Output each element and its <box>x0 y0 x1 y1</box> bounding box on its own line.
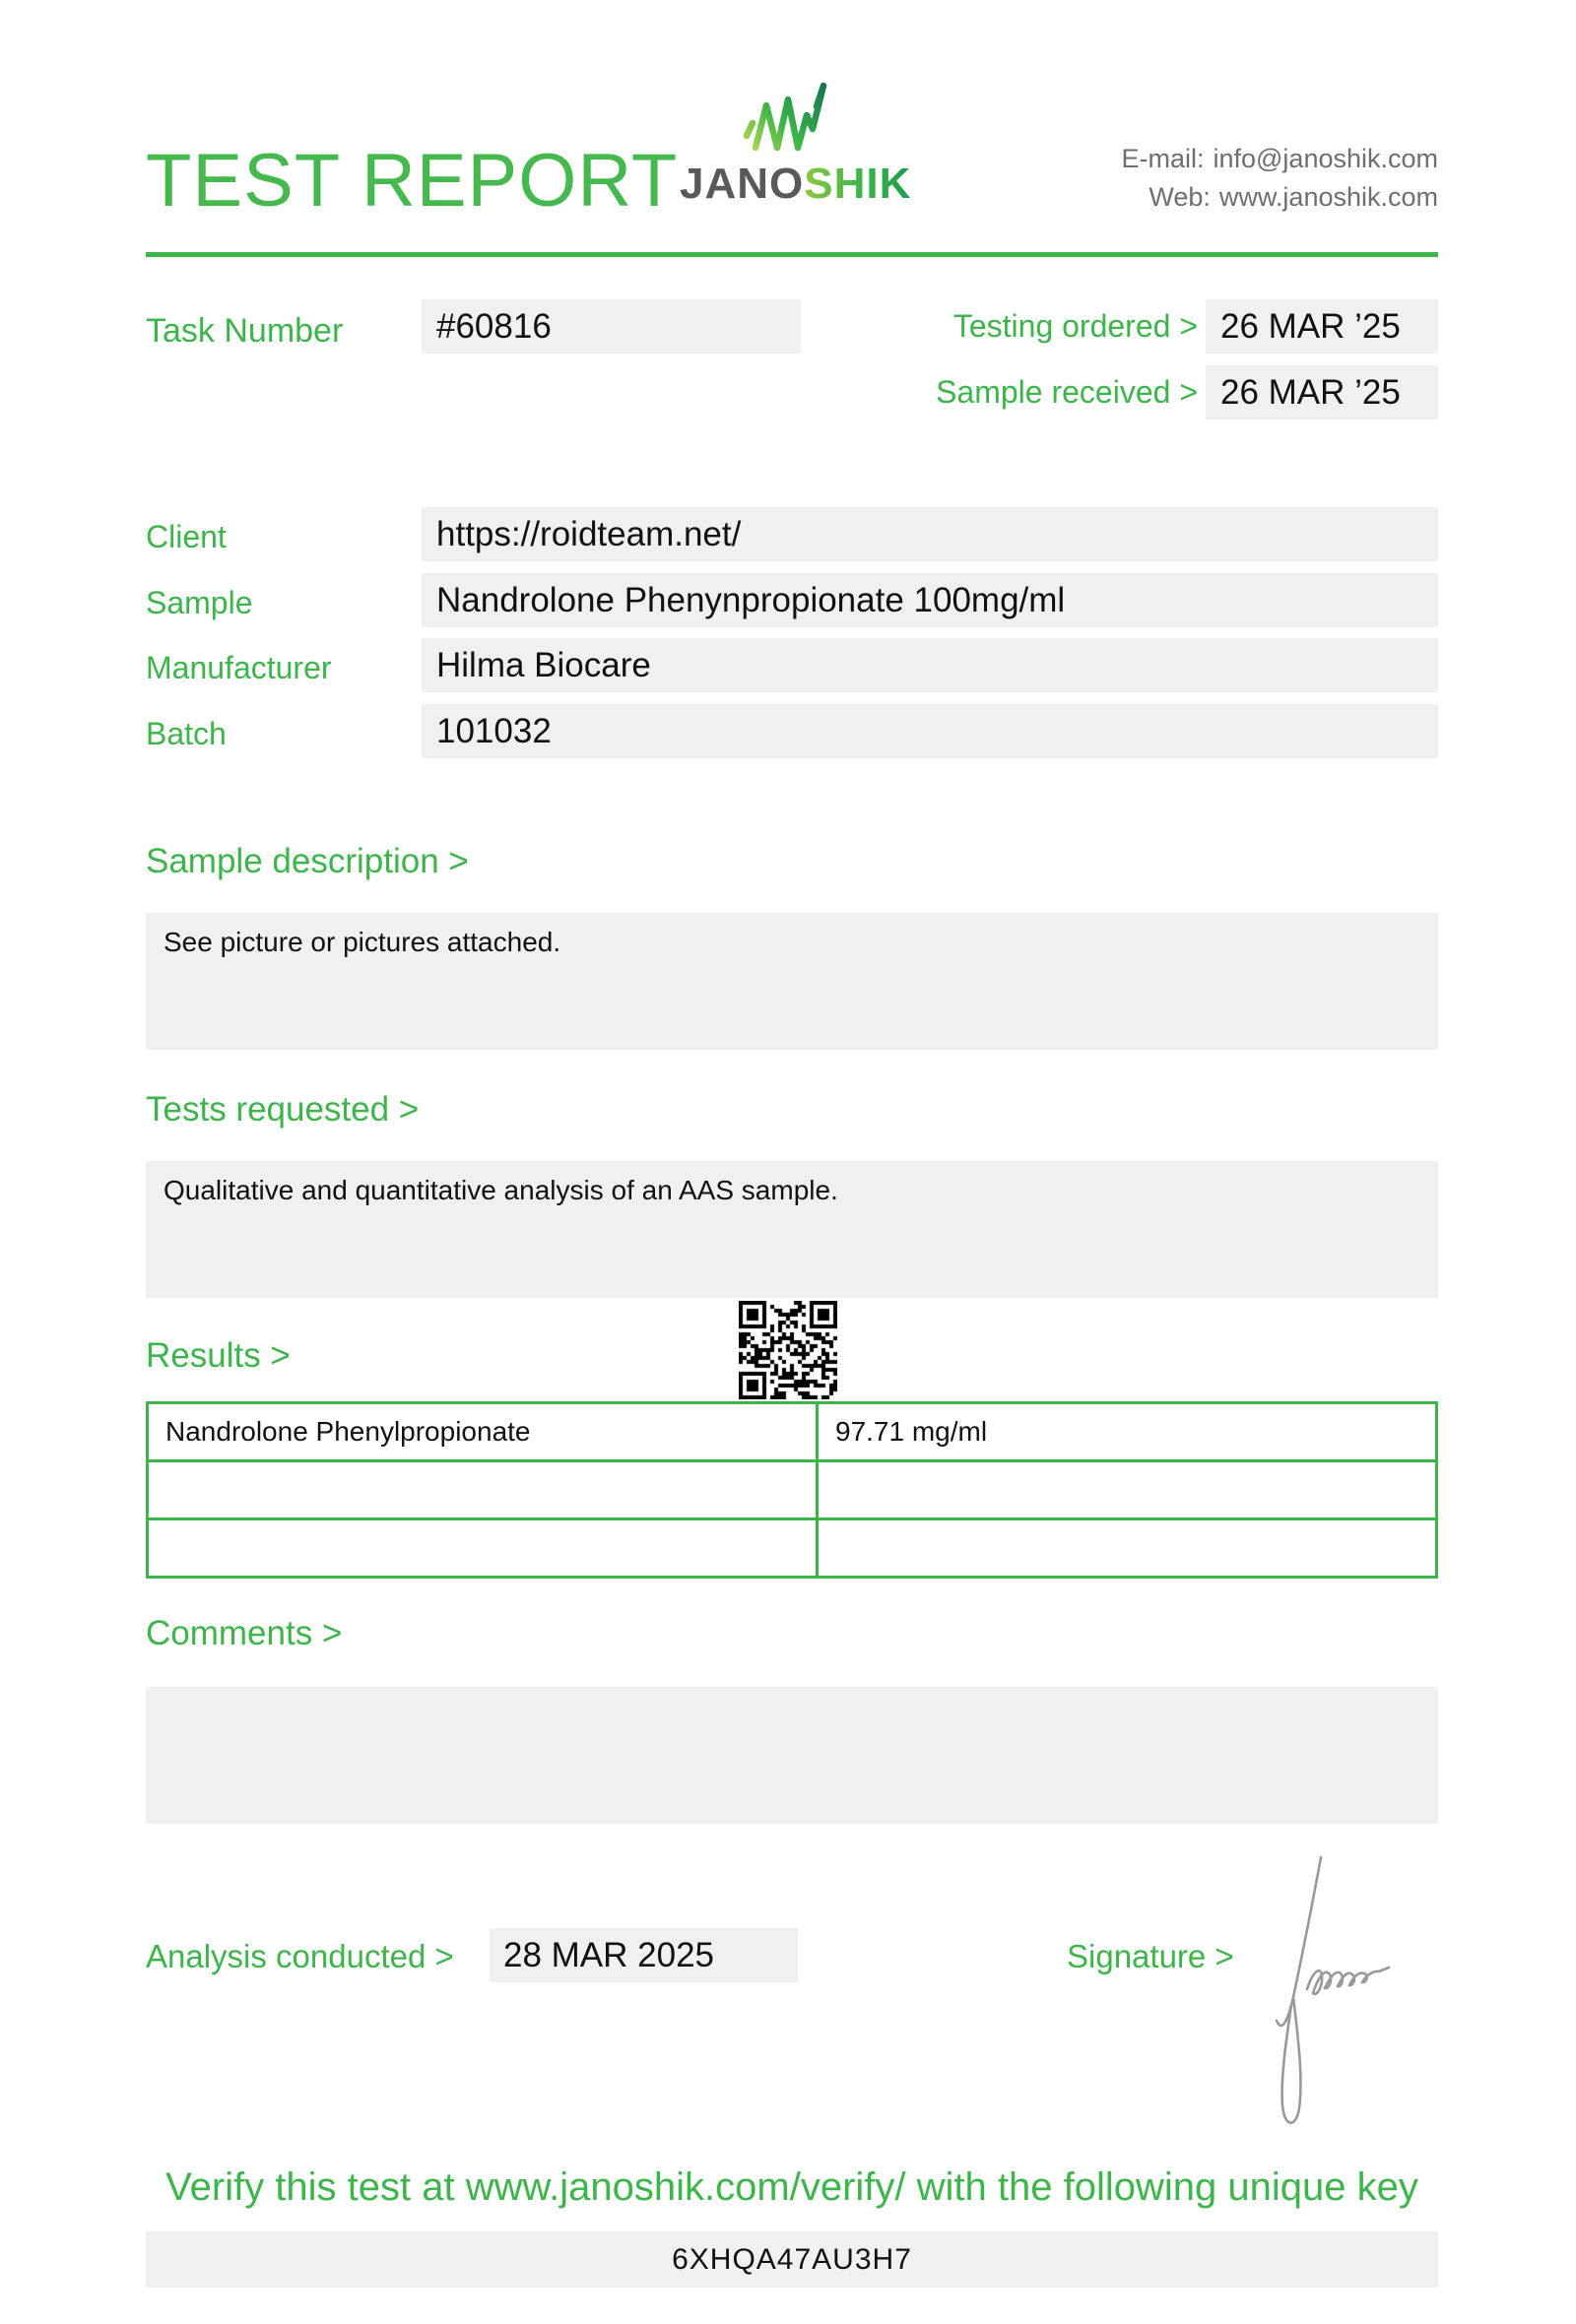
sample-label: Sample <box>146 585 253 620</box>
sample-description-text: See picture or pictures attached. <box>164 927 561 957</box>
manufacturer-label: Manufacturer <box>146 650 332 685</box>
comments-box <box>146 1687 1438 1824</box>
testing-ordered-label: Testing ordered > <box>952 308 1198 344</box>
result-value: 97.71 mg/ml <box>818 1403 1437 1461</box>
client-label: Client <box>146 519 227 554</box>
client-box <box>422 507 1438 561</box>
email-label: E-mail: <box>1121 144 1205 173</box>
task-number-label: Task Number <box>146 312 344 350</box>
qr-code <box>739 1301 837 1399</box>
results-heading: Results > <box>146 1336 291 1375</box>
result-substance: Nandrolone Phenylpropionate <box>148 1403 818 1461</box>
batch-value: 101032 <box>436 712 552 750</box>
results-row <box>148 1519 1437 1578</box>
contact-email-line <box>1121 140 1438 178</box>
result-value <box>818 1519 1437 1578</box>
analysis-date-value: 28 MAR 2025 <box>503 1936 715 1974</box>
tests-requested-heading: Tests requested > <box>146 1090 420 1129</box>
batch-label: Batch <box>146 716 227 751</box>
sample-received-box <box>1206 365 1438 420</box>
web-value: www.janoshik.com <box>1218 182 1438 212</box>
manufacturer-value: Hilma Biocare <box>436 646 651 684</box>
signature-image <box>1264 1849 1402 2135</box>
verify-instruction: Verify this test at www.janoshik.com/verify/ with the following unique key <box>165 2165 1418 2209</box>
testing-ordered-box <box>1206 299 1438 354</box>
manufacturer-box <box>422 638 1438 692</box>
unique-key-value: 6XHQA47AU3H7 <box>672 2243 912 2276</box>
results-row <box>148 1461 1437 1519</box>
sample-received-value: 26 MAR ’25 <box>1220 373 1401 412</box>
contact-block <box>1121 140 1438 217</box>
signature-label: Signature > <box>1067 1938 1234 1974</box>
header-divider <box>146 252 1438 257</box>
sample-box <box>422 573 1438 627</box>
comments-text <box>146 1687 1438 1700</box>
results-table <box>146 1401 1438 1579</box>
logo-text-shik: SHIK <box>804 160 912 208</box>
contact-web-line <box>1121 178 1438 217</box>
result-value <box>818 1461 1437 1519</box>
result-substance <box>148 1519 818 1578</box>
logo-chart-icon <box>740 77 830 158</box>
logo-wordmark <box>680 160 912 208</box>
sample-description-box <box>146 913 1438 1050</box>
task-number-value: #60816 <box>436 307 552 346</box>
tests-requested-text: Qualitative and quantitative analysis of an AAS sample. <box>164 1175 838 1205</box>
comments-heading: Comments > <box>146 1614 343 1652</box>
sample-value: Nandrolone Phenynpropionate 100mg/ml <box>436 581 1066 619</box>
web-label: Web: <box>1149 182 1211 212</box>
unique-key-box <box>146 2231 1438 2288</box>
sample-received-label: Sample received > <box>936 374 1198 410</box>
sample-description-heading: Sample description > <box>146 842 469 880</box>
analysis-conducted-label: Analysis conducted > <box>146 1938 454 1974</box>
analysis-date-box <box>490 1928 798 1982</box>
email-value: info@janoshik.com <box>1213 144 1438 173</box>
testing-ordered-value: 26 MAR ’25 <box>1220 307 1401 346</box>
client-value: https://roidteam.net/ <box>436 515 742 553</box>
results-row <box>148 1403 1437 1461</box>
tests-requested-box <box>146 1161 1438 1298</box>
batch-box <box>422 704 1438 758</box>
page-title: TEST REPORT <box>146 139 679 223</box>
result-substance <box>148 1461 818 1519</box>
task-number-box <box>422 299 801 354</box>
logo-text-jano: JANO <box>680 160 805 208</box>
